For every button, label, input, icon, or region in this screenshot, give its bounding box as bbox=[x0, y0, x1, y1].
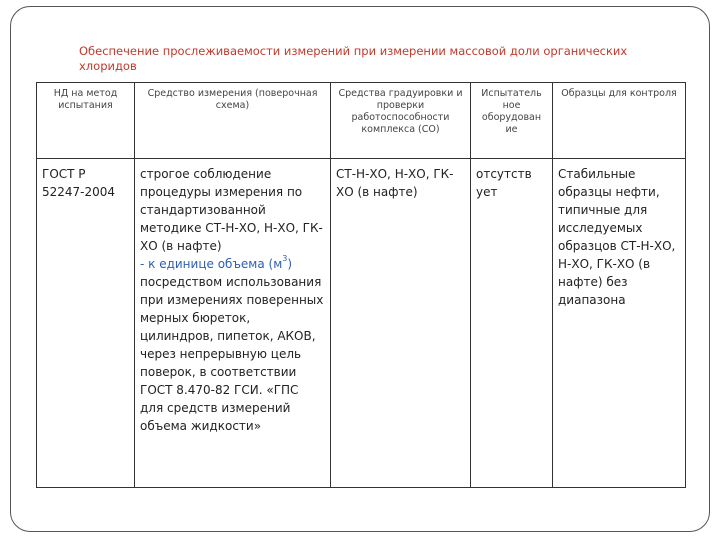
cell-control-samples: Стабильные образцы нефти, типичные для исследуемых образцов СТ-Н-ХО, Н-ХО, ГК-ХО (в нафте) без диапазона bbox=[553, 159, 686, 488]
cell-measuring-means bbox=[135, 159, 331, 488]
means-unit-text: - к единице объема (м bbox=[140, 257, 283, 271]
means-unit-superscript: 3 bbox=[282, 254, 288, 263]
cell-calibration: СТ-Н-ХО, Н-ХО, ГК-ХО (в нафте) bbox=[331, 159, 471, 488]
header-nd: НД на метод испытания bbox=[37, 83, 135, 159]
header-calibration-means: Средства градуировки и проверки работоспособности комплекса (СО) bbox=[331, 83, 471, 159]
means-text-part2: посредством использования при измерениях поверенных мерных бюреток, цилиндров, пипеток, АКОВ, через непрерывную цель поверок, в соответствии ГОСТ 8.470-82 ГСИ. «ГПС для средств измерений объема жидкости» bbox=[140, 275, 324, 433]
header-control-samples: Образцы для контроля bbox=[553, 83, 686, 159]
traceability-table bbox=[36, 82, 686, 488]
header-measuring-means: Средство измерения (поверочная схема) bbox=[135, 83, 331, 159]
cell-nd: ГОСТ Р 52247-2004 bbox=[37, 159, 135, 488]
means-unit-note bbox=[140, 254, 293, 271]
slide-title: Обеспечение прослеживаемости измерений при измерении массовой доли органических хлоридов bbox=[79, 44, 628, 73]
table-header-row bbox=[37, 83, 686, 159]
header-test-equipment: Испытатель ное оборудован ие bbox=[471, 83, 553, 159]
means-unit-close: ) bbox=[287, 257, 293, 271]
means-text-part1: строгое соблюдение процедуры измерения по стандартизованной методике СТ-Н-ХО, Н-ХО, ГК-ХО (в нафте) bbox=[140, 167, 323, 253]
table-row bbox=[37, 159, 686, 488]
cell-equipment: отсутств ует bbox=[471, 159, 553, 488]
